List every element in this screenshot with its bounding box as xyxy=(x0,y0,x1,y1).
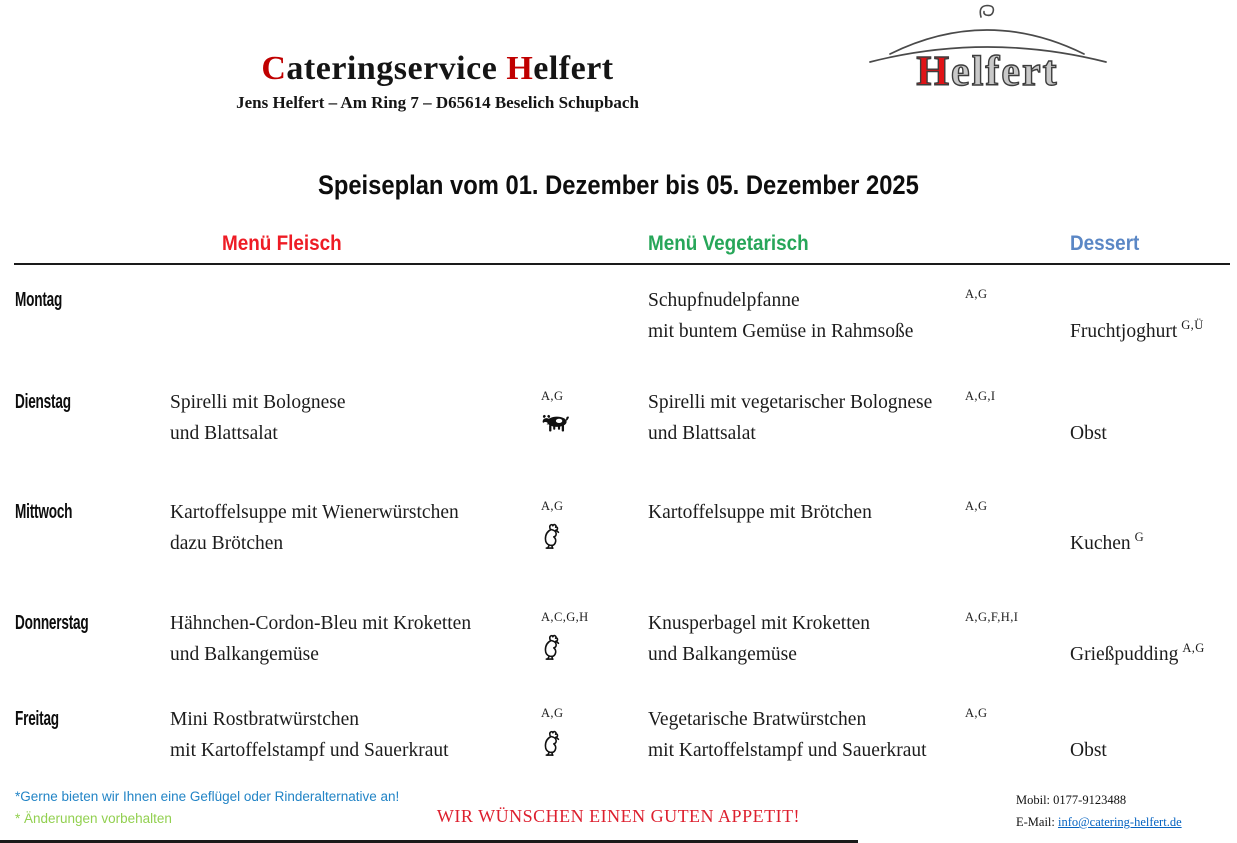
allergen-codes: A,G xyxy=(965,499,988,513)
fleisch-meta xyxy=(541,497,648,608)
allergen-codes: G xyxy=(1134,530,1145,544)
fleisch-dish: Kartoffelsuppe mit Wienerwürstchen dazu Brötchen xyxy=(170,502,459,554)
day-label: Dienstag xyxy=(15,391,71,413)
table-row-mittwoch xyxy=(15,497,1230,608)
brand-mid: ateringservice xyxy=(286,50,507,87)
fleisch-meta xyxy=(541,704,648,787)
allergen-codes: A,G xyxy=(541,389,564,403)
rooster-icon xyxy=(541,634,648,658)
logo-initial-h: H xyxy=(916,49,952,95)
brand-initial-c: C xyxy=(261,50,287,87)
table-row-freitag xyxy=(15,704,1230,787)
allergen-codes: A,G xyxy=(965,706,988,720)
brand-end: elfert xyxy=(533,50,614,87)
veg-dish: Knusperbagel mit Kroketten und Balkangemüse xyxy=(648,613,871,665)
fleisch-dish: Spirelli mit Bolognese und Blattsalat xyxy=(170,392,346,444)
allergen-codes: A,G,F,H,I xyxy=(965,610,1019,624)
column-header-vegetarisch: Menü Vegetarisch xyxy=(648,232,809,255)
header-divider xyxy=(14,263,1230,265)
dessert-item: Obst xyxy=(1070,740,1107,761)
email-label: E-Mail: xyxy=(1016,815,1059,829)
column-header-dessert: Dessert xyxy=(1070,232,1140,255)
dessert-item: Grießpudding $^{A,G}$ xyxy=(1070,641,1205,665)
company-logo xyxy=(860,2,1115,96)
day-label: Montag xyxy=(15,289,63,311)
allergen-codes: A,G xyxy=(541,706,564,720)
veg-meta xyxy=(965,704,1070,787)
logo-rest: elfert xyxy=(951,49,1059,95)
veg-meta xyxy=(965,387,1070,497)
allergen-codes: A,G xyxy=(965,287,988,301)
dessert-item: Fruchtjoghurt $^{G,Ü}$ xyxy=(1070,318,1204,342)
rooster-icon xyxy=(541,730,648,754)
veg-dish: Spirelli mit vegetarischer Bolognese und Blattsalat xyxy=(648,392,933,444)
footer-note-changes: * Änderungen vorbehalten xyxy=(15,811,172,826)
email-link[interactable]: info@catering-helfert.de xyxy=(1058,815,1182,829)
day-label: Donnerstag xyxy=(15,612,89,634)
allergen-codes: G,Ü xyxy=(1181,318,1204,332)
allergen-codes: A,G xyxy=(1182,641,1205,655)
rooster-icon xyxy=(541,523,648,547)
allergen-codes: A,C,G,H xyxy=(541,610,589,624)
veg-meta xyxy=(965,497,1070,608)
fleisch-meta xyxy=(541,608,648,704)
dessert-item: Kuchen $^G$ xyxy=(1070,530,1145,554)
fleisch-meta xyxy=(541,387,648,497)
page-title: Speiseplan vom 01. Dezember bis 05. Dezember 2025 xyxy=(318,170,919,200)
veg-dish: Kartoffelsuppe mit Brötchen xyxy=(648,502,872,523)
table-row-dienstag xyxy=(15,387,1230,497)
brand-initial-h: H xyxy=(506,50,534,87)
veg-meta xyxy=(965,285,1070,387)
veg-dish: Vegetarische Bratwürstchen mit Kartoffelstampf und Sauerkraut xyxy=(648,709,927,761)
fleisch-meta xyxy=(541,285,648,387)
allergen-codes: A,G xyxy=(541,499,564,513)
contact-email-line xyxy=(1016,811,1182,833)
footer-appetit-message: WIR WÜNSCHEN EINEN GUTEN APPETIT! xyxy=(436,806,801,826)
veg-dish: Schupfnudelpfanne mit buntem Gemüse in Rahmsoße xyxy=(648,290,914,342)
footer-note-alternative: *Gerne bieten wir Ihnen eine Geflügel oder Rinderalternative an! xyxy=(15,789,400,804)
fleisch-dish xyxy=(170,285,541,387)
cow-icon xyxy=(541,413,648,437)
brand-subtitle: Jens Helfert – Am Ring 7 – D65614 Beselich Schupbach xyxy=(236,93,639,112)
day-label: Mittwoch xyxy=(15,501,73,523)
fleisch-dish: Mini Rostbratwürstchen mit Kartoffelstampf und Sauerkraut xyxy=(170,709,449,761)
brand-block xyxy=(175,50,700,113)
fleisch-dish: Hähnchen-Cordon-Bleu mit Kroketten und Balkangemüse xyxy=(170,613,472,665)
column-header-fleisch: Menü Fleisch xyxy=(222,232,342,255)
footer-contact xyxy=(1016,789,1182,833)
dessert-item: Obst xyxy=(1070,423,1107,444)
day-label: Freitag xyxy=(15,708,59,730)
brand-title xyxy=(175,50,700,88)
menu-table xyxy=(15,285,1230,787)
veg-meta xyxy=(965,608,1070,704)
table-row-donnerstag xyxy=(15,608,1230,704)
table-row-montag xyxy=(15,285,1230,387)
allergen-codes: A,G,I xyxy=(965,389,996,403)
contact-mobile: Mobil: 0177-9123488 xyxy=(1016,793,1127,807)
